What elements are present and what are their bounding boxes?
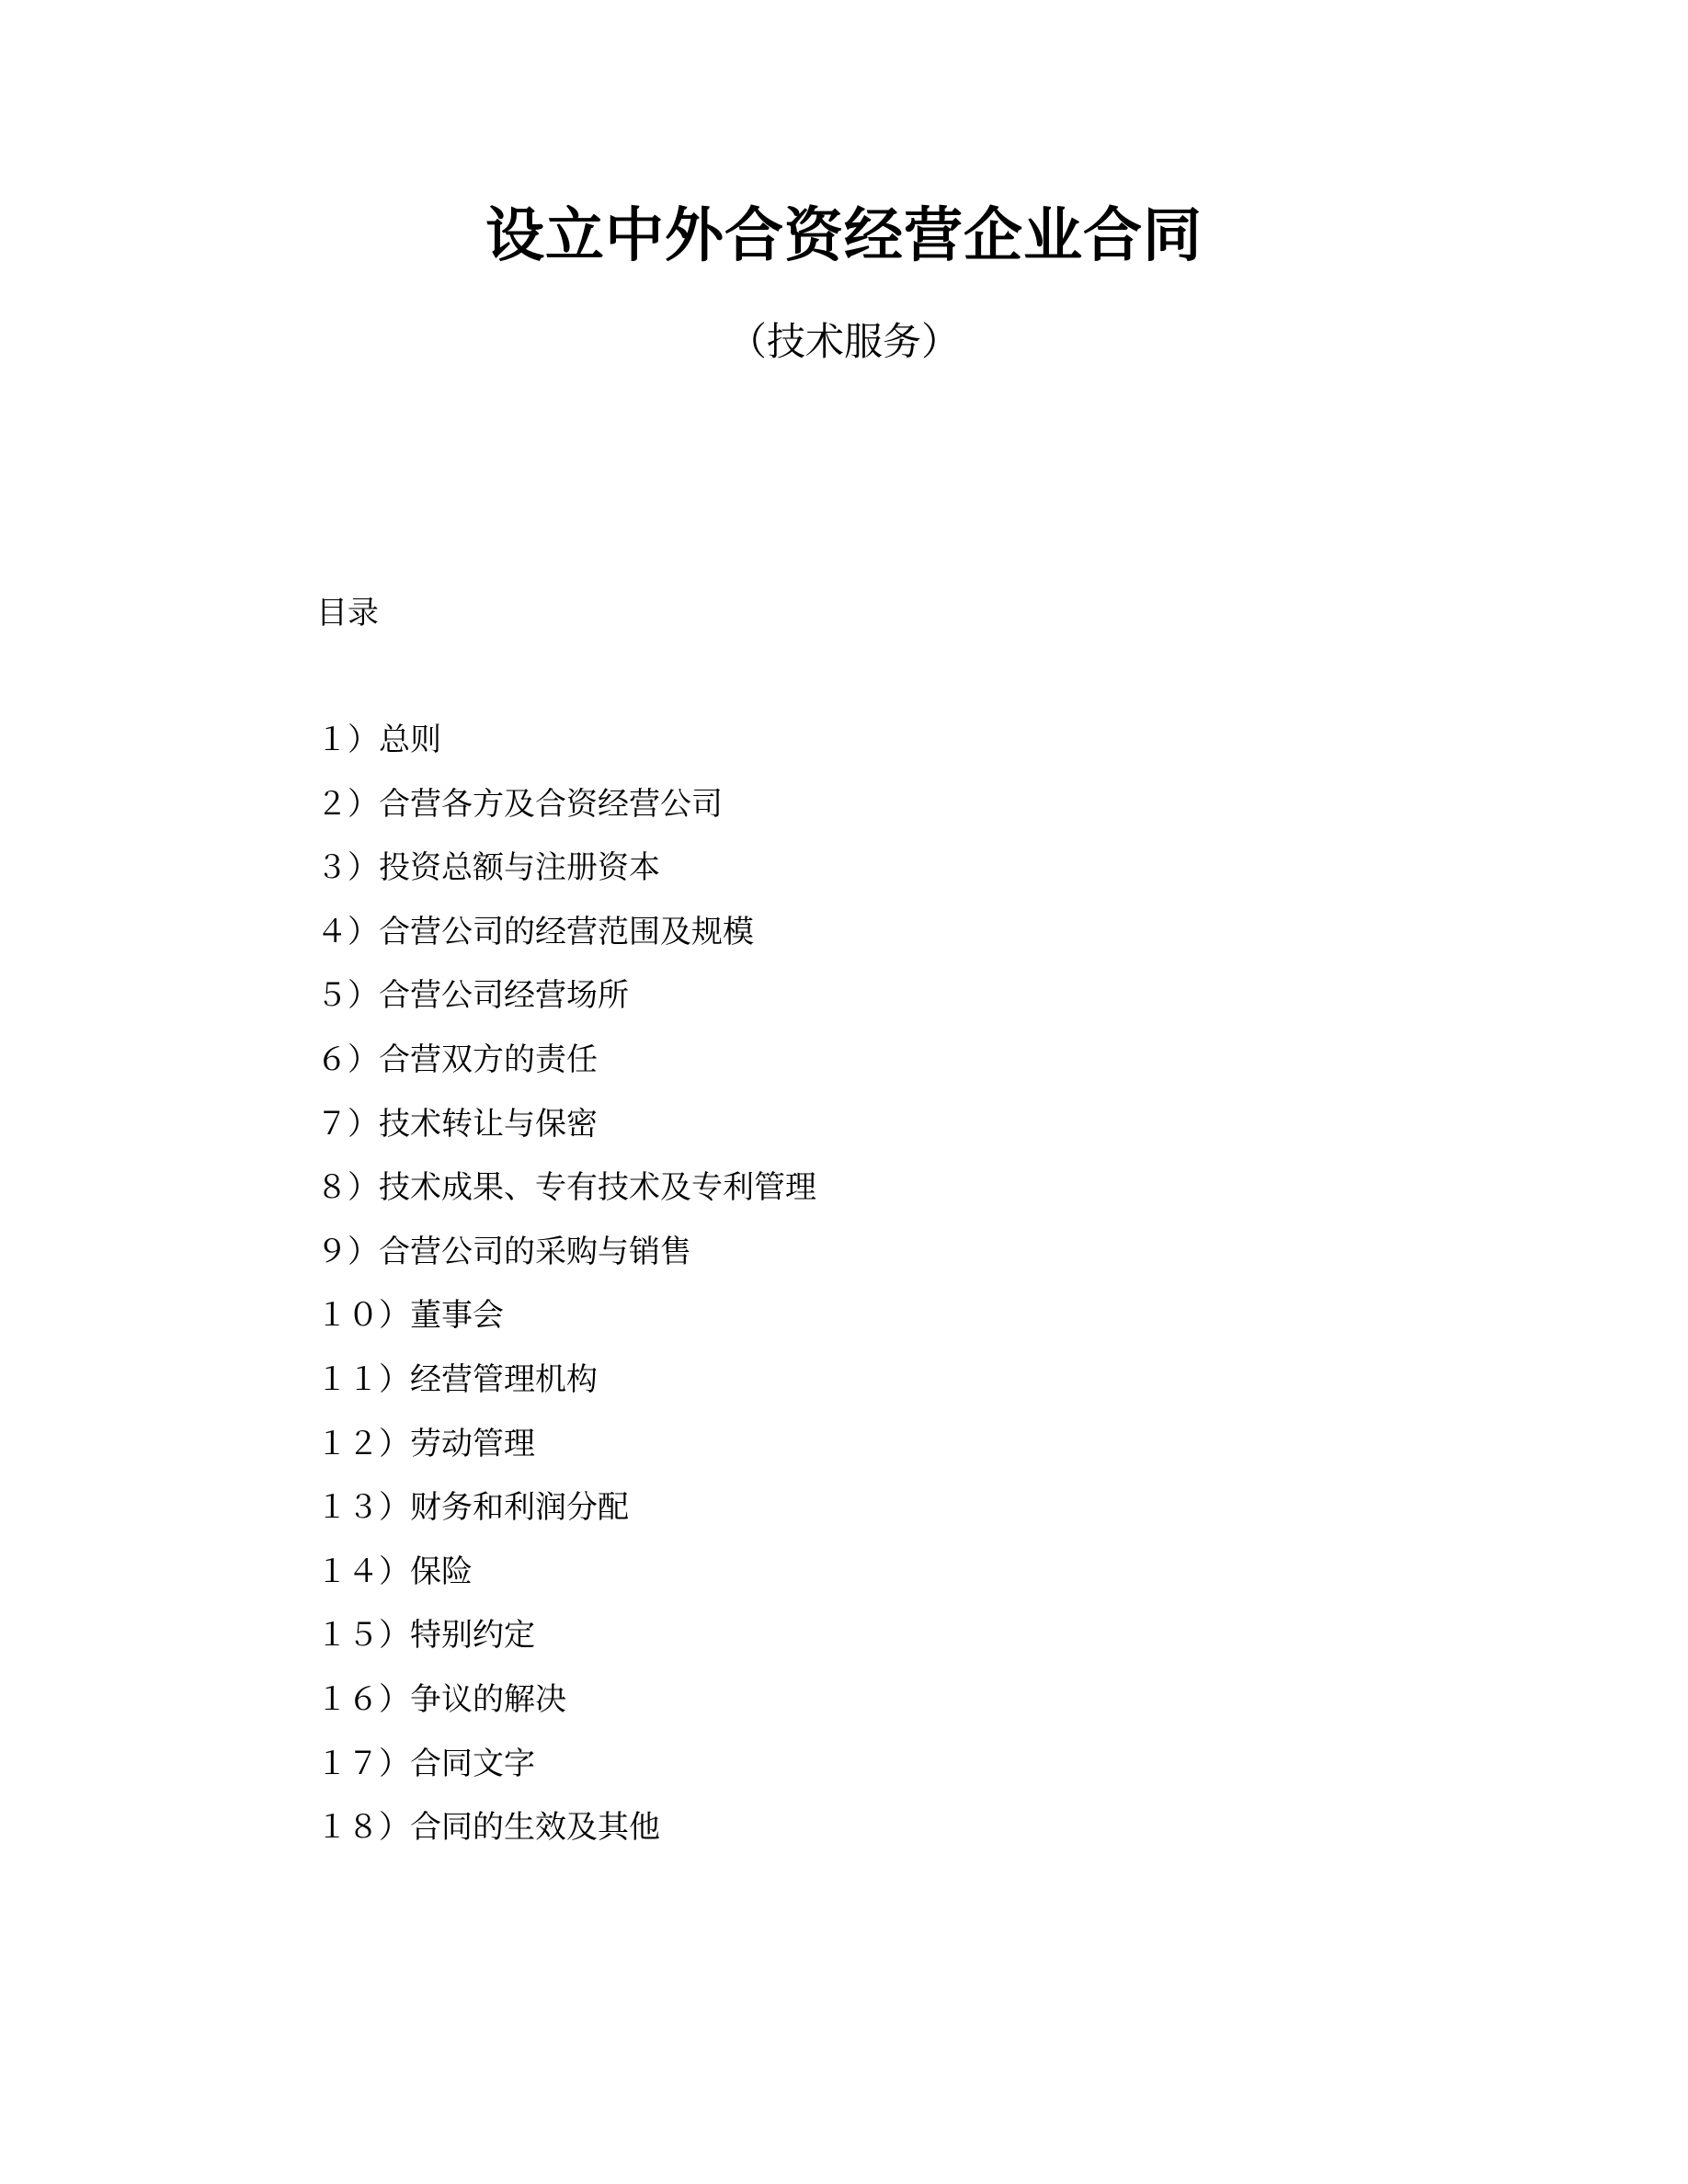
toc-heading: 目录 — [316, 595, 379, 631]
toc-item: ６）合营双方的责任 — [316, 1041, 598, 1078]
document-subtitle: （技术服务） — [727, 319, 960, 364]
toc-item: １５）特别约定 — [316, 1617, 535, 1655]
toc-item: ２）合营各方及合资经营公司 — [316, 785, 723, 823]
toc-item: １１）经营管理机构 — [316, 1360, 598, 1398]
toc-item: ３）投资总额与注册资本 — [316, 849, 660, 887]
toc-item: １３）财务和利润分配 — [316, 1489, 629, 1527]
toc-item: ９）合营公司的采购与销售 — [316, 1233, 691, 1270]
toc-item: １０）董事会 — [316, 1297, 504, 1335]
toc-item: １４）保险 — [316, 1553, 473, 1590]
toc-item: １６）争议的解决 — [316, 1680, 566, 1718]
toc-item: １８）合同的生效及其他 — [316, 1809, 660, 1847]
document-title: 设立中外合资经营企业合同 — [485, 202, 1203, 270]
toc-item: １７）合同文字 — [316, 1745, 535, 1782]
toc-item: ５）合营公司经营场所 — [316, 977, 629, 1015]
toc-item: １２）劳动管理 — [316, 1425, 535, 1462]
toc-item: ４）合营公司的经营范围及规模 — [316, 913, 754, 950]
table-of-contents — [316, 718, 816, 1870]
toc-item: ７）技术转让与保密 — [316, 1105, 598, 1143]
toc-item: １）总则 — [316, 722, 441, 758]
toc-item: ８）技术成果、专有技术及专利管理 — [316, 1169, 816, 1207]
